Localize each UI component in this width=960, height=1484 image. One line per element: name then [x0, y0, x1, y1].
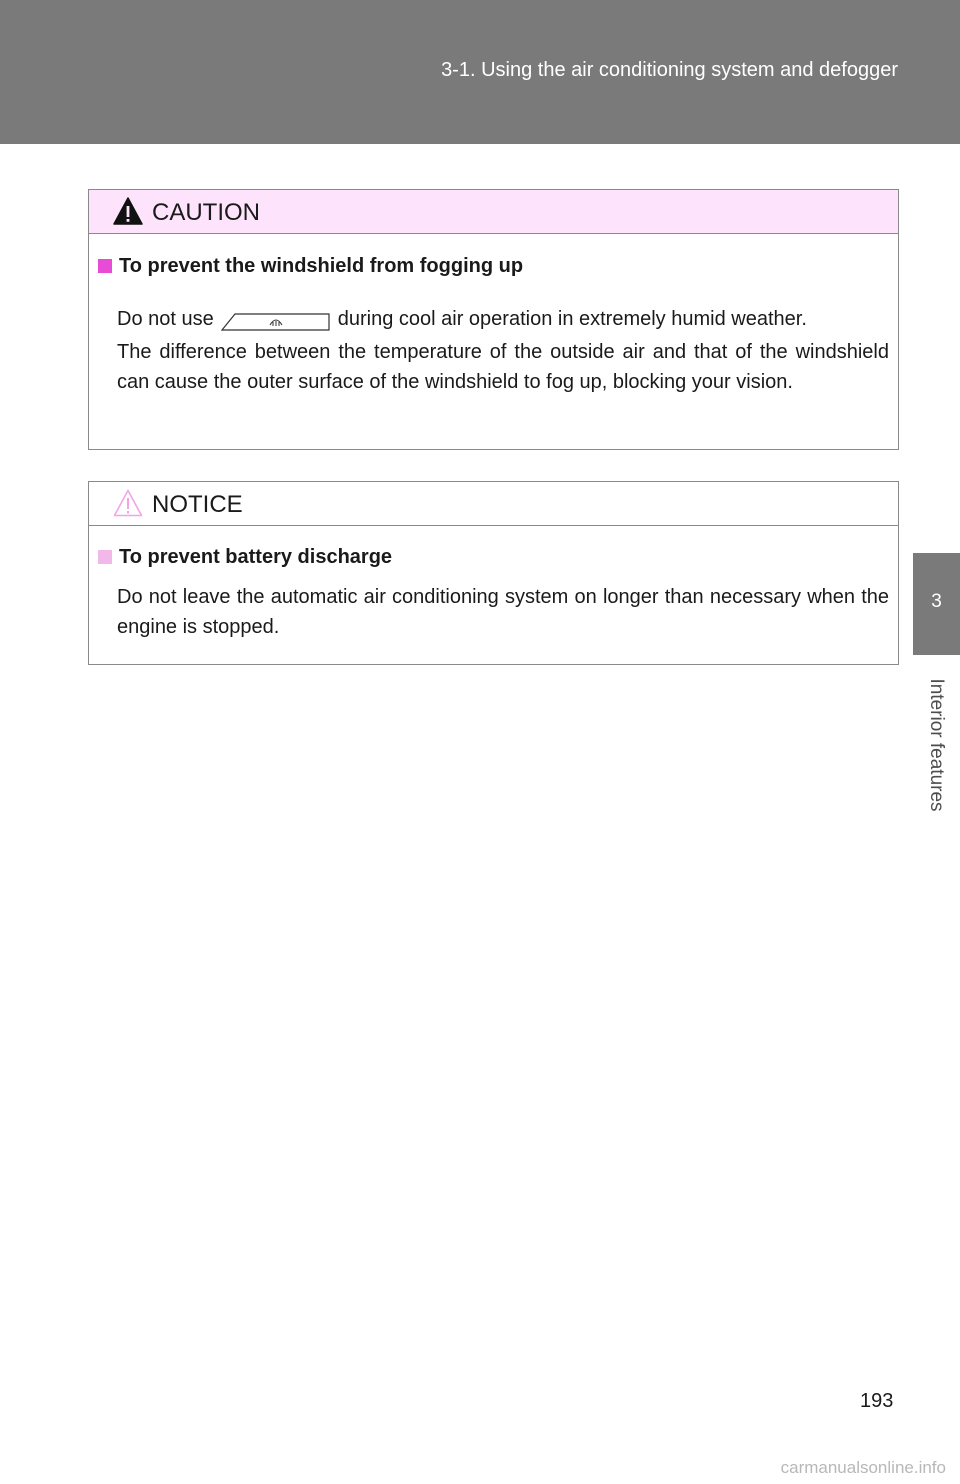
notice-header [89, 482, 898, 526]
chapter-label: Interior features [926, 678, 947, 812]
caution-subheading [98, 255, 523, 278]
caution-paragraph-2: The difference between the temperature of the outside air and that of the windshield can cause the outer surface of the windshield to fog up, blocking your vision. [117, 341, 889, 393]
page-number: 193 [860, 1390, 894, 1412]
section-title: 3-1. Using the air conditioning system and defogger [441, 59, 898, 81]
caution-header [89, 190, 898, 234]
chapter-number: 3 [931, 591, 942, 612]
windshield-defroster-icon [221, 313, 331, 331]
chapter-tab [913, 553, 960, 655]
notice-paragraph: Do not leave the automatic air conditioning system on longer than necessary when the engine is stopped. [117, 586, 889, 638]
notice-subheading [98, 546, 392, 569]
header-bar [0, 0, 960, 144]
caution-subheading-text: To prevent the windshield from fogging up [119, 255, 524, 277]
caution-para1-before: Do not use [117, 308, 214, 330]
warning-triangle-outline-icon [113, 489, 143, 517]
notice-subheading-text: To prevent battery discharge [119, 546, 393, 568]
watermark: carmanualsonline.info [780, 1458, 946, 1477]
notice-box [88, 481, 899, 665]
caution-box [88, 189, 899, 450]
bullet-square-icon [98, 550, 112, 564]
caution-para1-after: during cool air operation in extremely humid weather. [337, 308, 807, 330]
notice-title: NOTICE [152, 491, 243, 518]
caution-paragraph-1 [117, 304, 889, 334]
caution-title: CAUTION [152, 199, 260, 226]
warning-triangle-icon [113, 197, 143, 225]
bullet-square-icon [98, 259, 112, 273]
